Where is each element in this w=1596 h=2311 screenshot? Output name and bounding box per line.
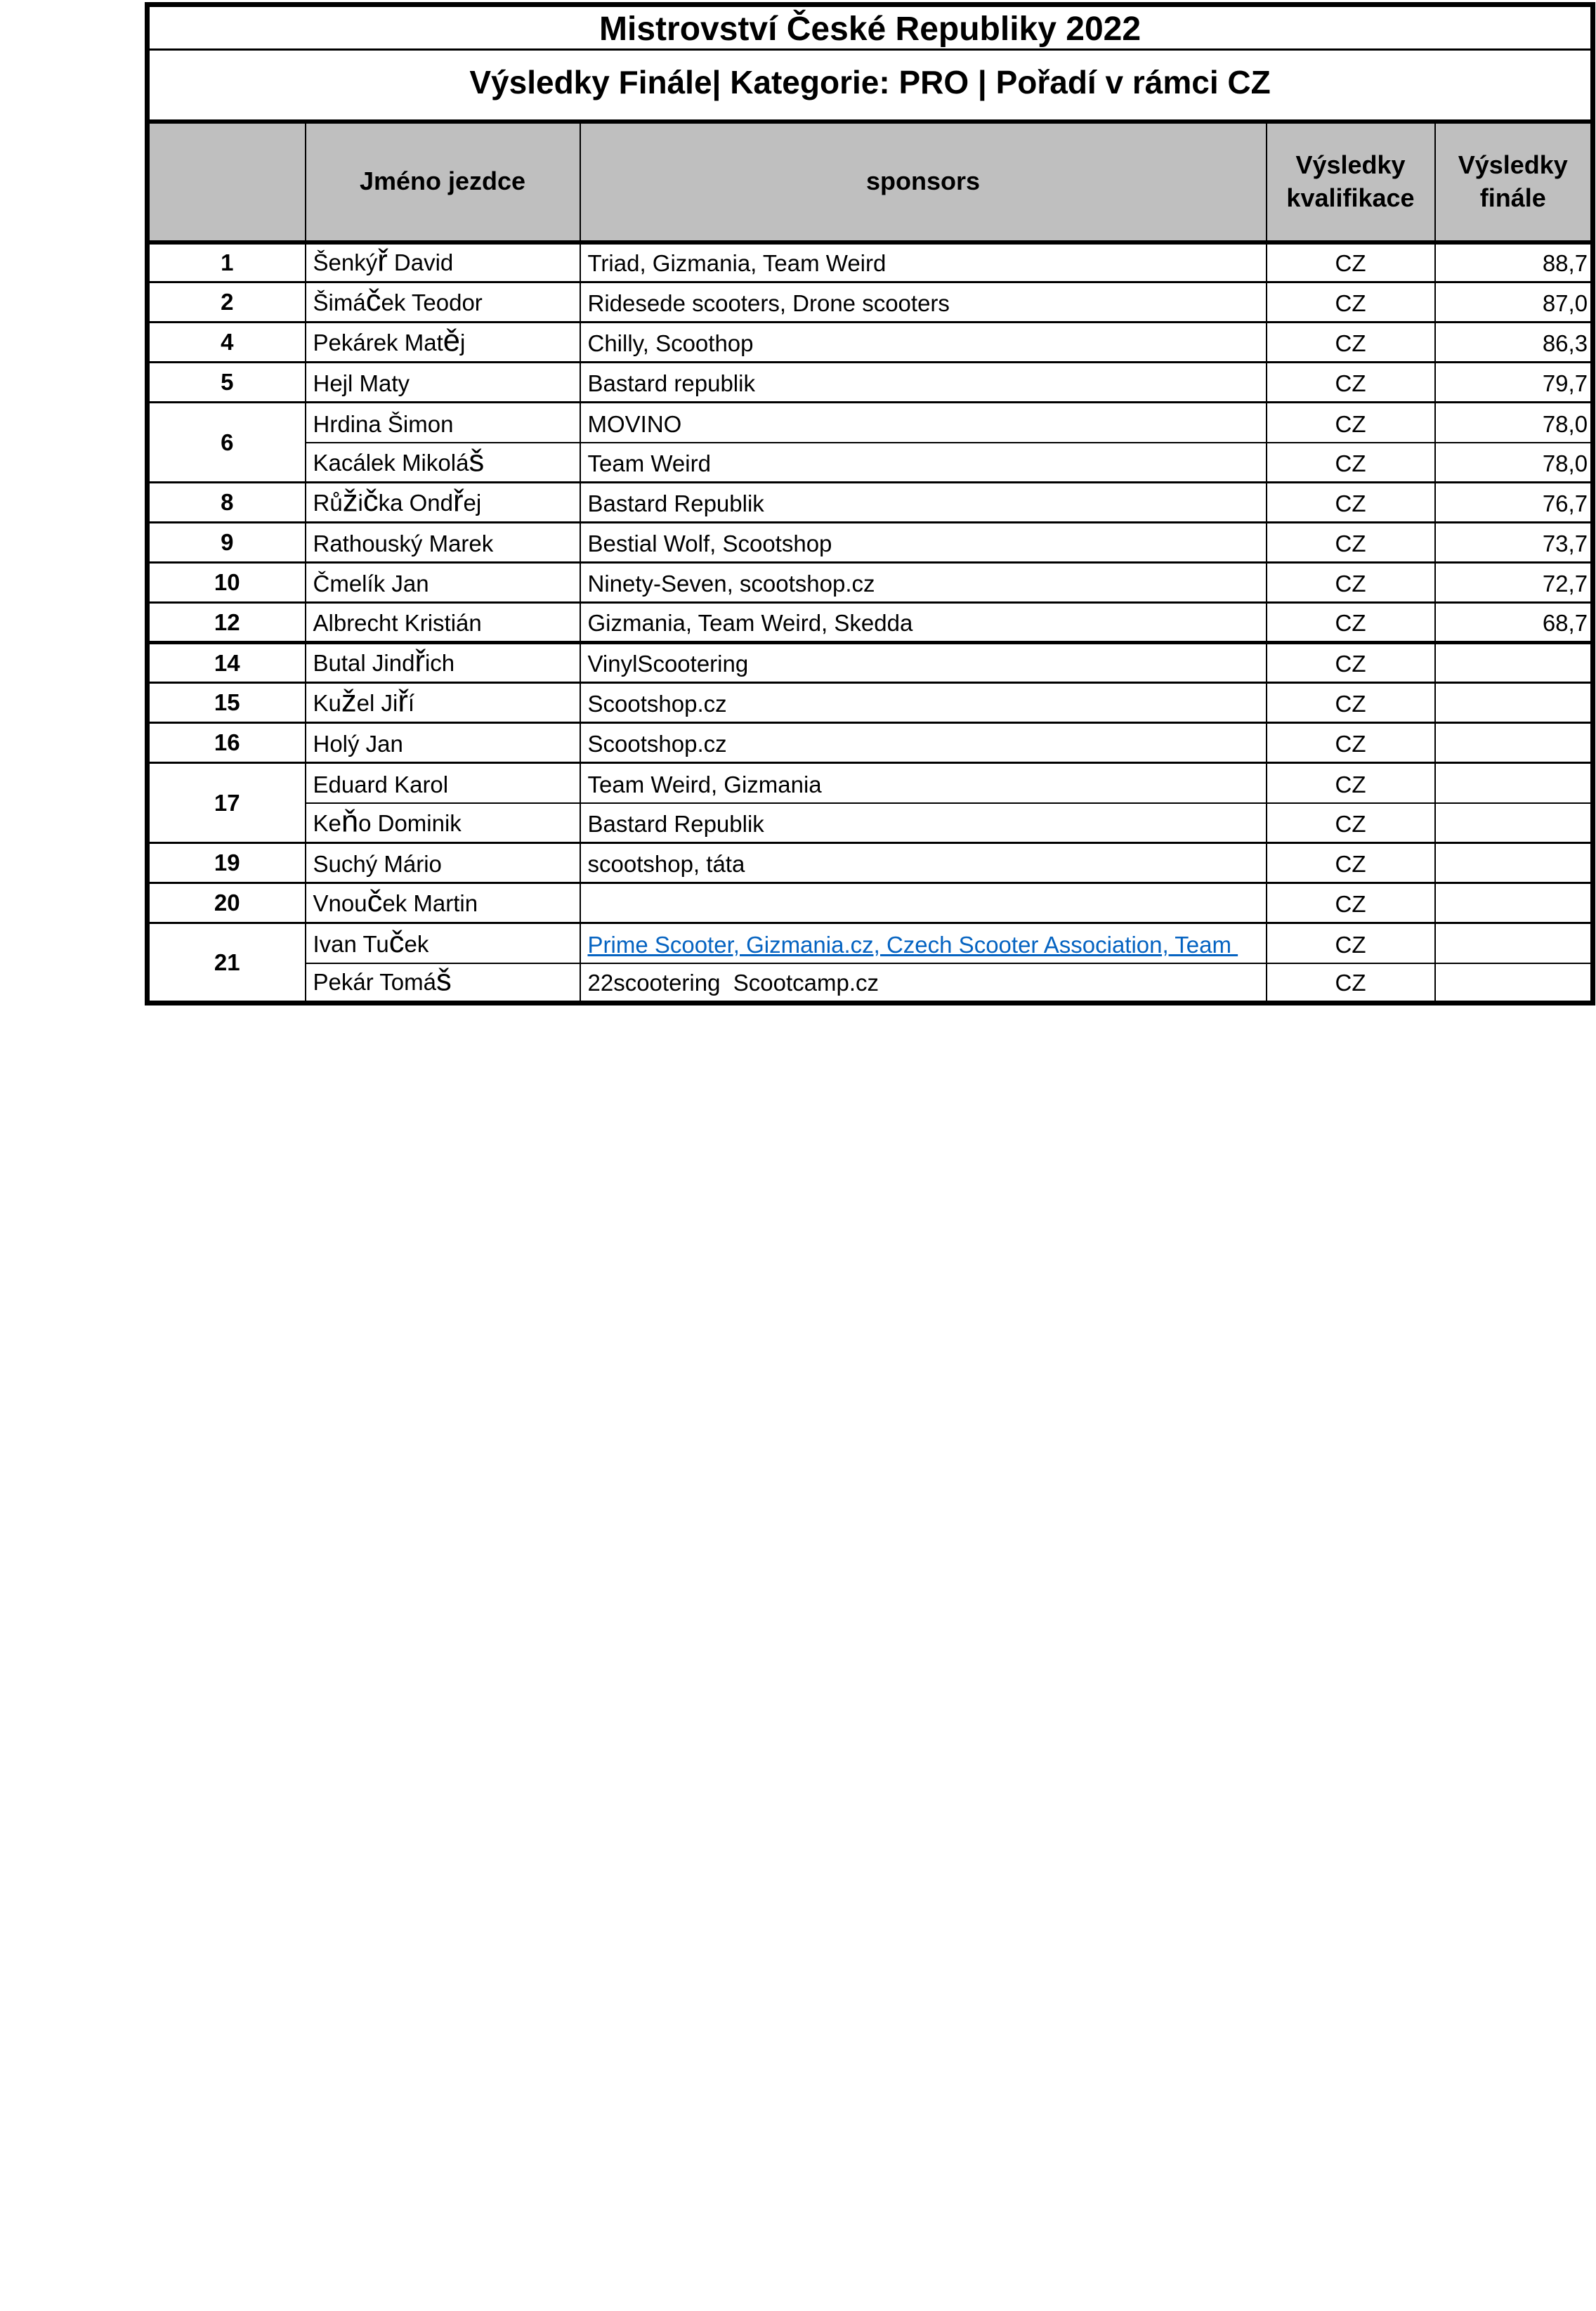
final-result-cell — [1435, 643, 1593, 683]
table-row — [148, 403, 1593, 443]
table-row — [148, 683, 1593, 723]
rank-cell: 6 — [148, 403, 306, 483]
rider-name-cell: Šenkýř David — [306, 242, 580, 282]
cap-height-glyph: č — [362, 484, 379, 519]
rider-name-cell: Kacálek Mikoláš — [306, 443, 580, 483]
rider-name-cell: Čmelík Jan — [306, 563, 580, 603]
table-row — [148, 363, 1593, 403]
sponsors-cell: Bestial Wolf, Scootshop — [580, 523, 1267, 563]
cap-height-glyph: ň — [341, 805, 359, 839]
column-header-name: Jméno jezdce — [306, 122, 580, 242]
table-row — [148, 323, 1593, 363]
column-header-qualification: Výsledky kvalifikace — [1267, 122, 1435, 242]
cap-height-glyph: ž — [342, 484, 358, 519]
rank-cell: 15 — [148, 683, 306, 723]
table-row — [148, 443, 1593, 483]
page-title: Mistrovství České Republiky 2022 — [148, 5, 1593, 50]
qualification-result-cell: CZ — [1267, 483, 1435, 523]
sponsors-cell: scootshop, táta — [580, 843, 1267, 883]
subtitle-row — [148, 50, 1593, 122]
rider-name-cell: Vnouček Martin — [306, 883, 580, 923]
rider-name-cell: Keňo Dominik — [306, 803, 580, 843]
cap-height-glyph: ž — [341, 684, 357, 719]
qualification-result-cell: CZ — [1267, 443, 1435, 483]
sponsors-cell: Chilly, Scoothop — [580, 323, 1267, 363]
rank-cell: 1 — [148, 242, 306, 282]
qualification-result-cell: CZ — [1267, 843, 1435, 883]
sponsors-cell: Scootshop.cz — [580, 683, 1267, 723]
rider-name-cell: Eduard Karol — [306, 763, 580, 803]
cap-height-glyph: ě — [443, 324, 460, 358]
final-result-cell: 78,0 — [1435, 443, 1593, 483]
sponsors-cell: Bastard Republik — [580, 483, 1267, 523]
results-table — [145, 2, 1595, 1005]
sponsors-cell: Scootshop.cz — [580, 723, 1267, 763]
rider-name-cell: Hejl Maty — [306, 363, 580, 403]
qualification-result-cell: CZ — [1267, 763, 1435, 803]
table-row — [148, 282, 1593, 323]
sponsors-cell: Team Weird — [580, 443, 1267, 483]
qualification-result-cell: CZ — [1267, 523, 1435, 563]
qualification-result-cell: CZ — [1267, 683, 1435, 723]
final-result-cell: 72,7 — [1435, 563, 1593, 603]
qualification-result-cell: CZ — [1267, 363, 1435, 403]
rider-name-cell: Růžička Ondřej — [306, 483, 580, 523]
final-result-cell: 76,7 — [1435, 483, 1593, 523]
cap-height-glyph: š — [469, 444, 485, 479]
rank-cell: 14 — [148, 643, 306, 683]
table-row — [148, 723, 1593, 763]
rider-name-cell: Šimáček Teodor — [306, 282, 580, 323]
rank-cell: 10 — [148, 563, 306, 603]
qualification-result-cell: CZ — [1267, 923, 1435, 963]
sponsors-cell: Ridesede scooters, Drone scooters — [580, 282, 1267, 323]
qualification-result-cell: CZ — [1267, 963, 1435, 1003]
cap-height-glyph: š — [436, 963, 452, 998]
table-row — [148, 523, 1593, 563]
sponsors-cell: Triad, Gizmania, Team Weird — [580, 242, 1267, 282]
rider-name-cell: Hrdina Šimon — [306, 403, 580, 443]
cap-height-glyph: ř — [414, 644, 425, 679]
table-row — [148, 563, 1593, 603]
qualification-result-cell: CZ — [1267, 643, 1435, 683]
rank-cell: 5 — [148, 363, 306, 403]
cap-height-glyph: č — [367, 885, 383, 919]
rider-name-cell: Pekár Tomáš — [306, 963, 580, 1003]
sponsors-cell: 22scootering Scootcamp.cz — [580, 963, 1267, 1003]
final-result-cell — [1435, 683, 1593, 723]
rider-name-cell: Butal Jindřich — [306, 643, 580, 683]
sponsors-cell: Ninety-Seven, scootshop.cz — [580, 563, 1267, 603]
rider-name-cell: Ivan Tuček — [306, 923, 580, 963]
rank-cell: 20 — [148, 883, 306, 923]
rider-name-cell: Pekárek Matěj — [306, 323, 580, 363]
rank-cell: 8 — [148, 483, 306, 523]
qualification-result-cell: CZ — [1267, 603, 1435, 643]
final-result-cell — [1435, 843, 1593, 883]
qualification-result-cell: CZ — [1267, 403, 1435, 443]
final-result-cell — [1435, 883, 1593, 923]
rank-cell: 19 — [148, 843, 306, 883]
rank-cell: 2 — [148, 282, 306, 323]
qualification-result-cell: CZ — [1267, 323, 1435, 363]
qualification-result-cell: CZ — [1267, 242, 1435, 282]
sponsors-cell: Bastard Republik — [580, 803, 1267, 843]
final-result-cell: 79,7 — [1435, 363, 1593, 403]
final-result-cell: 87,0 — [1435, 282, 1593, 323]
rank-cell: 16 — [148, 723, 306, 763]
rider-name-cell: Albrecht Kristián — [306, 603, 580, 643]
cap-height-glyph: ř — [377, 244, 388, 278]
title-row — [148, 5, 1593, 50]
table-row — [148, 483, 1593, 523]
rider-name-cell: Kužel Jiří — [306, 683, 580, 723]
rank-cell: 4 — [148, 323, 306, 363]
qualification-result-cell: CZ — [1267, 723, 1435, 763]
sponsors-cell: Gizmania, Team Weird, Skedda — [580, 603, 1267, 643]
final-result-cell: 73,7 — [1435, 523, 1593, 563]
table-row — [148, 883, 1593, 923]
column-header-row — [148, 122, 1593, 242]
cap-height-glyph: ř — [398, 684, 408, 719]
table-row — [148, 242, 1593, 282]
table-row — [148, 763, 1593, 803]
sponsors-cell — [580, 883, 1267, 923]
column-header-final: Výsledky finále — [1435, 122, 1593, 242]
final-result-cell — [1435, 923, 1593, 963]
table-row — [148, 803, 1593, 843]
cap-height-glyph: ř — [453, 484, 464, 519]
qualification-result-cell: CZ — [1267, 563, 1435, 603]
qualification-result-cell: CZ — [1267, 883, 1435, 923]
sponsors-cell: Team Weird, Gizmania — [580, 763, 1267, 803]
final-result-cell — [1435, 723, 1593, 763]
rank-cell: 21 — [148, 923, 306, 1003]
qualification-result-cell: CZ — [1267, 803, 1435, 843]
table-row — [148, 963, 1593, 1003]
table-row — [148, 923, 1593, 963]
cap-height-glyph: č — [365, 284, 381, 318]
final-result-cell: 68,7 — [1435, 603, 1593, 643]
rider-name-cell: Suchý Mário — [306, 843, 580, 883]
rank-cell: 9 — [148, 523, 306, 563]
final-result-cell: 86,3 — [1435, 323, 1593, 363]
column-header-sponsors: sponsors — [580, 122, 1267, 242]
rank-cell: 17 — [148, 763, 306, 843]
final-result-cell — [1435, 763, 1593, 803]
rank-cell: 12 — [148, 603, 306, 643]
sponsor-link[interactable]: Prime Scooter, Gizmania.cz, Czech Scooter Association, Team — [580, 923, 1267, 963]
page-subtitle: Výsledky Finále| Kategorie: PRO | Pořadí v rámci CZ — [148, 50, 1593, 122]
table-row — [148, 603, 1593, 643]
rider-name-cell: Rathouský Marek — [306, 523, 580, 563]
sponsors-cell: MOVINO — [580, 403, 1267, 443]
rider-name-cell: Holý Jan — [306, 723, 580, 763]
final-result-cell: 78,0 — [1435, 403, 1593, 443]
column-header-rank — [148, 122, 306, 242]
final-result-cell — [1435, 803, 1593, 843]
sponsors-cell: Bastard republik — [580, 363, 1267, 403]
table-row — [148, 843, 1593, 883]
table-row — [148, 643, 1593, 683]
qualification-result-cell: CZ — [1267, 282, 1435, 323]
final-result-cell — [1435, 963, 1593, 1003]
sponsors-cell: VinylScootering — [580, 643, 1267, 683]
cap-height-glyph: č — [388, 925, 405, 959]
final-result-cell: 88,7 — [1435, 242, 1593, 282]
